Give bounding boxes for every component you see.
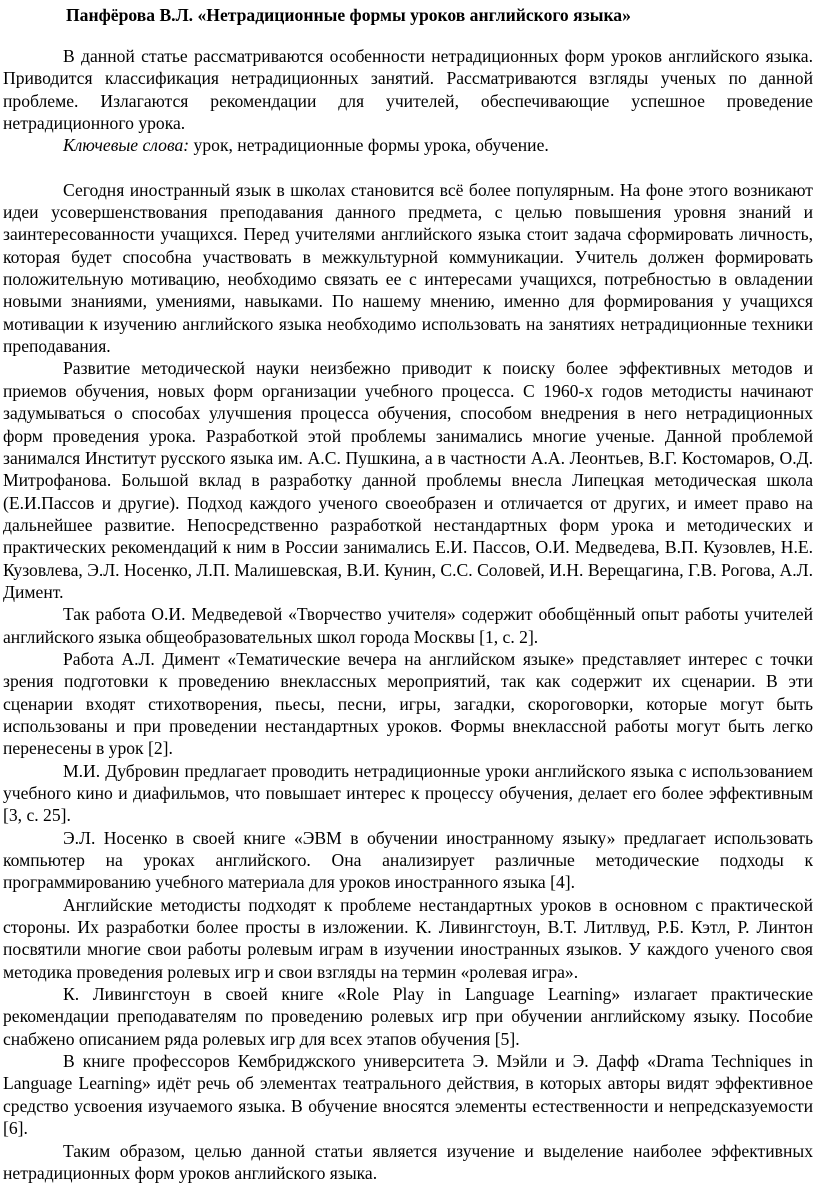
body-paragraph: Сегодня иностранный язык в школах становится всё более популярным. На фоне этого возникают идеи усовершенствования преподавания данного предмета, с целью повышения уровня знаний и заинтересованности учащихся. Перед учителями английского языка стоит задача сформировать личность, которая будет способна участвовать в межкультурной коммуникации. Учитель должен формировать положительную мотивацию, необходимо связать ее с интересами учащихся, потребностью в овладении новыми знаниями, умениями, навыками. По нашему мнению, именно для формирования у учащихся мотивации к изучению английского языка необходимо использовать на занятиях нетрадиционные техники преподавания. bbox=[3, 179, 813, 357]
body-paragraph: М.И. Дубровин предлагает проводить нетрадиционные уроки английского языка с использованием учебного кино и диафильмов, что повышает интерес к процессу обучения, делает его более эффективным [3, с. 25]. bbox=[3, 760, 813, 826]
body-paragraph: К. Ливингстоун в своей книге «Role Play in Language Learning» излагает практические рекомендации преподавателям по проведению ролевых игр при обучении английскому языку. Пособие снабжено описанием ряда ролевых игр для всех этапов обучения [5]. bbox=[3, 984, 813, 1049]
body-paragraph: В книге профессоров Кембриджского университета Э. Мэйли и Э. Дафф «Drama Techniques in Language Learning» идёт речь об элементах театрального действия, в которых авторы видят эффективное средство усвоения изучаемого языка. В обучение вносятся элементы естественности и непредсказуемости [6]. bbox=[3, 1051, 813, 1139]
body-paragraph: Э.Л. Носенко в своей книге «ЭВМ в обучении иностранному языку» предлагает использовать компьютер на уроках английского. Она анализирует различные методические подходы к программированию учебного материала для уроков иностранного языка [4]. bbox=[3, 827, 813, 893]
keywords-label: Ключевые слова: bbox=[63, 135, 190, 156]
body-paragraph: Работа А.Л. Димент «Тематические вечера на английском языке» представляет интерес с точки зрения подготовки к проведению внеклассных мероприятий, так как содержит их сценарии. В эти сценарии входят стихотворения, пьесы, песни, игры, загадки, скороговорки, которые могут быть использованы и при проведении нестандартных уроков. Формы внеклассной работы могут быть легко перенесены в урок [2]. bbox=[3, 648, 813, 759]
abstract bbox=[3, 45, 813, 157]
body-paragraph: Английские методисты подходят к проблеме нестандартных уроков в основном с практической стороны. Их разработки более просты в изложении. К. Ливингстоун, В.Т. Литлвуд, Р.Б. Кэтл, Р. Линтон посвятили многие свои работы ролевым играм в изучении иностранных языков. У каждого ученого своя методика проведения ролевых игр и свои взгляды на термин «ролевая игра». bbox=[3, 894, 813, 982]
keywords-line bbox=[3, 134, 813, 156]
keywords-text: урок, нетрадиционные формы урока, обучение. bbox=[189, 135, 549, 156]
article-title: Панфёрова В.Л. «Нетрадиционные формы уроков английского языка» bbox=[66, 5, 631, 25]
body-paragraph: Таким образом, целью данной статьи является изучение и выделение наиболее эффективных нетрадиционных форм уроков английского языка. bbox=[3, 1140, 813, 1183]
body-paragraph: Развитие методической науки неизбежно приводит к поиску более эффективных методов и приемов обучения, новых форм организации учебного процесса. С 1960-х годов методисты начинают задумываться о способах улучшения процесса обучения, способом внедрения в него нетрадиционных форм проведения урока. Разработкой этой проблемы занимались многие ученые. Данной проблемой занимался Институт русского языка им. А.С. Пушкина, а в частности А.А. Леонтьев, В.Г. Костомаров, О.Д. Митрофанова. Большой вклад в разработку данной проблемы внесла Липецкая методическая школа (Е.И.Пассов и другие). Подход каждого ученого своеобразен и отличается от других, и имеет право на дальнейшее развитие. Непосредственно разработкой нестандартных форм урока и методических и практических рекомендаций к ним в России занимались Е.И. Пассов, О.И. Медведева, В.П. Кузовлев, Н.Е. Кузовлева, Э.Л. Носенко, Л.П. Малишевская, В.И. Кунин, С.С. Соловей, И.Н. Верещагина, Г.В. Рогова, А.Л. Димент. bbox=[3, 358, 813, 602]
abstract-text: В данной статье рассматриваются особенности нетрадиционных форм уроков английского языка. Приводится классификация нетрадиционных занятий. Рассматриваются взгляды ученых по данной проблеме. Излагаются рекомендации для учителей, обеспечивающие успешное проведение нетрадиционного урока. bbox=[3, 46, 813, 134]
body-paragraph: Так работа О.И. Медведевой «Творчество учителя» содержит обобщённый опыт работы учителей английского языка общеобразовательных школ города Москвы [1, с. 2]. bbox=[3, 604, 813, 647]
article-body bbox=[3, 179, 813, 1184]
